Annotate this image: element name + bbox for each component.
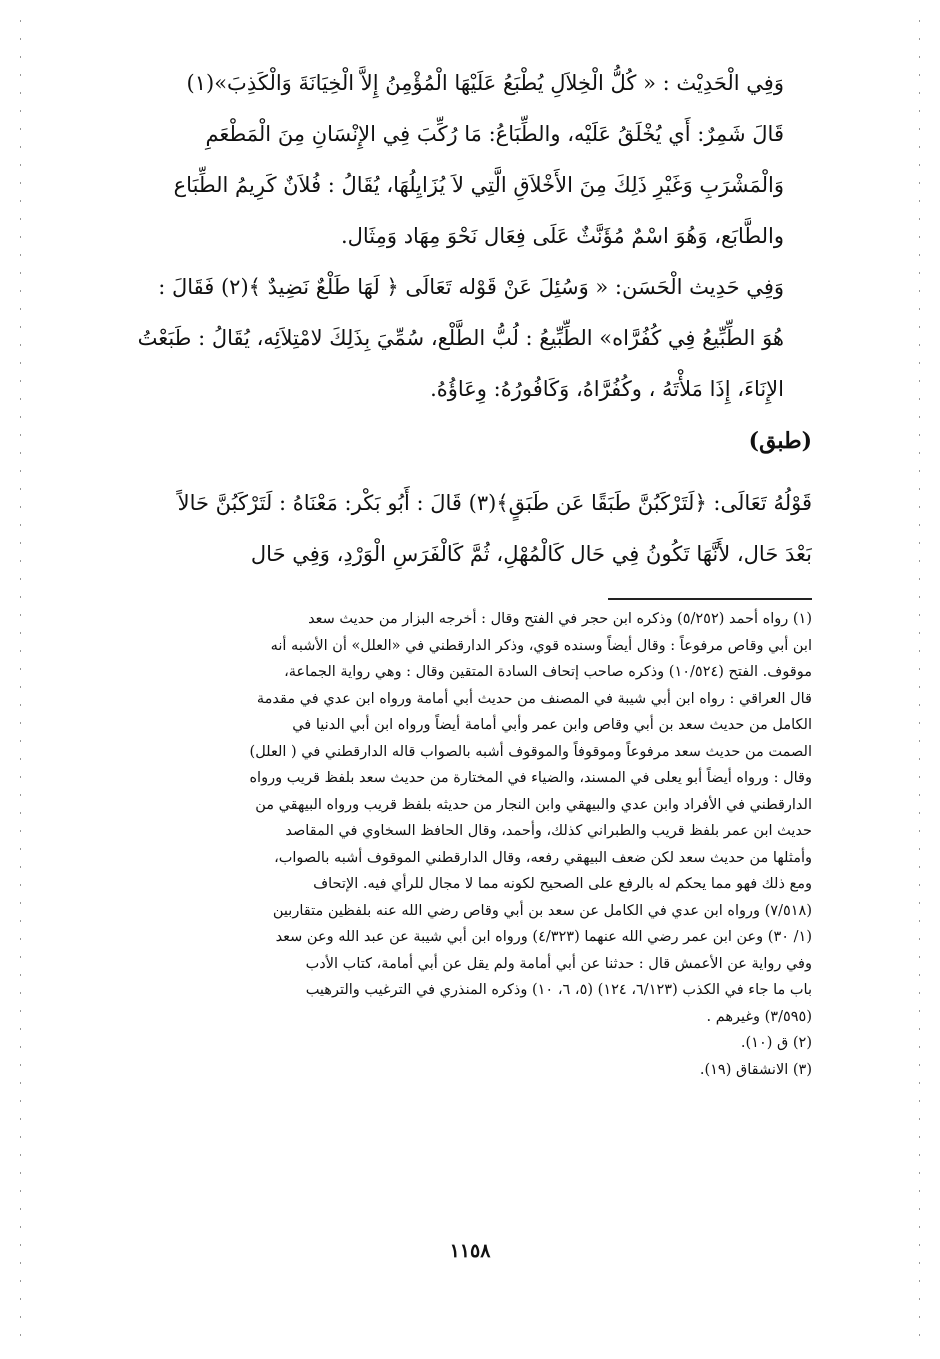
- footnote-line: (٧/٥١٨) ورواه ابن عدي في الكامل عن سعد بن أبي وقاص رضي الله عنه بلفظين متقاربين: [272, 902, 812, 919]
- text-line: وَفِي الْحَدِيْث : « كُلُّ الْخِلاَلِ يُطْبَعُ عَلَيْهَا الْمُؤْمِنُ إِلاَّ الْخِيَانَةَ وَالْكَذِبَ»(١): [186, 71, 784, 95]
- footnote-line: موقوف. الفتح (١٠/٥٢٤) وذكره صاحب إتحاف السادة المتقين وقال : وهي رواية الجماعة،: [284, 664, 812, 680]
- main-text-continued: [72, 478, 812, 580]
- page-number: ١١٥٨: [449, 1240, 491, 1262]
- footnote-line: (١) رواه أحمد (٥/٢٥٢) وذكره ابن حجر في الفتح وقال : أخرجه البزار من حديث سعد: [308, 611, 812, 627]
- text-line: قَوْلُهُ تَعَالَى: ﴿لَتَرْكَبُنَّ طَبَقًا عَن طَبَقٍ﴾(٣) قَالَ : أَبُو بَكْر: مَعْنَاهُ : لَتَرْكَبُنَّ حَالاً: [177, 491, 812, 515]
- footnote-line: الصمت من حديث سعد مرفوعاً وموقوفاً والموقوف أشبه بالصواب قاله الدارقطني في ( العلل): [249, 743, 812, 760]
- text-line: وَالْمَشْرَبِ وَغَيْرِ ذَلِكَ مِنَ الأَخْلاَقِ الَّتِي لاَ يُزَايِلُهَا، يُقَالُ : فُلاَنٌ كَرِيمُ الطِّبَاع: [173, 173, 784, 197]
- main-text: [72, 58, 812, 415]
- footnote-line: الدارقطني في الأفراد وابن عدي والبيهقي وابن النجار من حديثه بلفظ قريب ورواه البيهقي من: [255, 796, 812, 813]
- section-title: (طبق): [748, 428, 812, 454]
- footnote-line: باب ما جاء في الكذب (٦/١٢٣، ١٢٤) (٥، ٦، ١٠) وذكره المنذري في الترغيب والترهيب: [305, 982, 812, 998]
- footnote-line: (٣) الانشقاق (١٩).: [699, 1061, 812, 1078]
- paragraph-1: [72, 58, 812, 262]
- footnote-line: ابن أبي وقاص مرفوعاً : وقال أيضاً وسنده قوي، وذكر الدارقطني في «العلل» أن الأشبه أنه: [270, 637, 812, 654]
- footnote-line: (١/ ٣٠) وعن ابن عمر رضي الله عنهما (٤/٣٢٣) ورواه ابن أبي شيبة عن عبد الله وعن سعد: [275, 929, 812, 945]
- footnote-separator: [608, 598, 812, 600]
- text-line: الإِنَاءَ، إِذَا مَلأْتَهُ ، وكُفُرَّاهُ، وَكَافُورُهُ: وِعَاؤُهُ.: [430, 377, 784, 401]
- margin-dots-right: [919, 20, 920, 1339]
- footnote-line: وفي رواية عن الأعمش قال : حدثنا عن أبي أمامة ولم يقل عن أبي أمامة، كتاب الأدب: [305, 955, 812, 972]
- text-line: وَفِي حَدِيث الْحَسَن: « وَسُئِلَ عَنْ قَوْله تَعَالَى ﴿ لَهَا طَلْعٌ نَضِيدٌ ﴾(٢) فَقَالَ :: [158, 275, 784, 299]
- text-line: قَالَ شَمِرٌ: أَي يُخْلَقُ عَلَيْه، والطِّبَاعُ: مَا رُكِّبَ فِي الإِنْسَانِ مِنَ الْمَطْعَمِ: [205, 122, 784, 146]
- footnote-line: الكامل من حديث سعد بن أبي وقاص وابن عمر وأبي أمامة أيضاً ورواه ابن أبي الدنيا في: [292, 717, 812, 733]
- text-line: بَعْدَ حَال، لأَنَّهَا تَكُونُ فِي حَال كَالْمُهْلِ، ثُمَّ كَالْفَرَسِ الْوَرْدِ، وَفِي حَال: [250, 542, 812, 566]
- footnote-line: ومع ذلك فهو مما يحكم له بالرفع على الصحيح لكونه مما لا مجال للرأي فيه. الإتحاف: [313, 876, 812, 892]
- text-line: والطَّابَع، وَهُوَ اسْمٌ مُؤَنَّثٌ عَلَى فِعَال نَحْوَ مِهَاد وَمِثَال.: [340, 224, 784, 248]
- footnotes: [72, 606, 812, 1083]
- paragraph-2: [72, 262, 812, 415]
- footnote-line: (٣/٥٩٥) وغيرهم .: [706, 1008, 812, 1025]
- footnote-line: وقال : ورواه أيضاً أبو يعلى في المسند، والضياء في المختارة من حديث سعد بلفظ قريب ورواه: [249, 770, 812, 786]
- footnote-line: قال العراقي : رواه ابن أبي شيبة في المصنف من حديث أبي أمامة ورواه ابن عدي في مقدمة: [256, 690, 812, 707]
- margin-dots-left: [20, 20, 21, 1339]
- footnote-line: حديث ابن عمر بلفظ قريب والطبراني كذلك، وأحمد، وقال الحافظ السخاوي في المقاصد: [285, 823, 812, 839]
- text-line: هُوَ الطِّبِّيعُ فِي كُفُرَّاه» الطِّبِّيعُ : لُبُّ الطَّلْع، سُمِّيَ بِذَلِكَ لامْتِلاَئِه، يُقَالُ : طَبَعْتُ: [137, 326, 784, 350]
- footnote-line: (٢) ق (١٠).: [740, 1035, 812, 1051]
- footnote-line: وأمثلها من حديث سعد لكن ضعف البيهقي رفعه، وقال الدارقطني الموقوف أشبه بالصواب،: [274, 849, 812, 866]
